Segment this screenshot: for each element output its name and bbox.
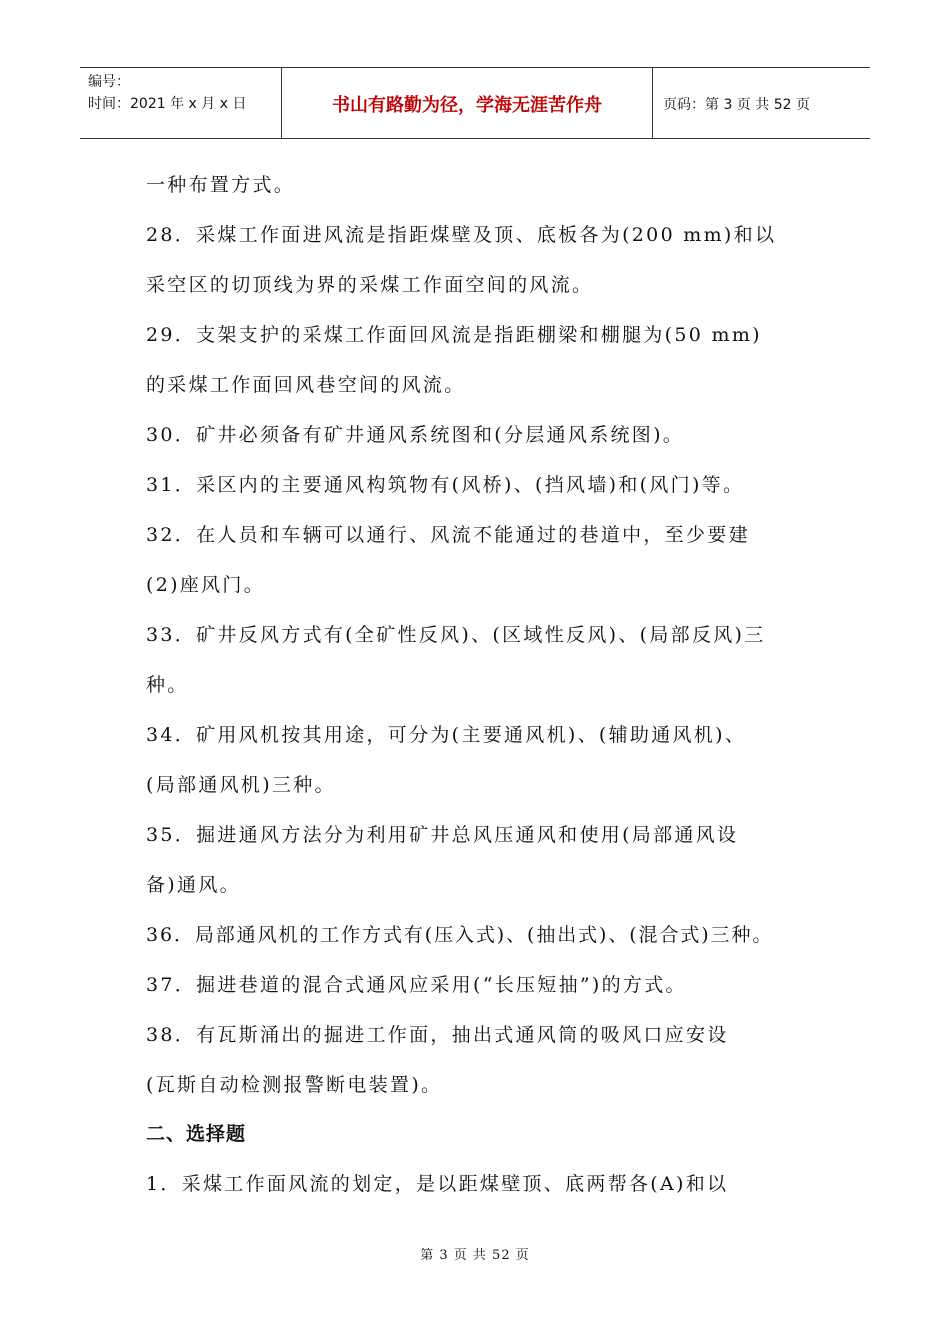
body-line: 备)通风。 bbox=[146, 874, 241, 896]
section-title: 二、选择题 bbox=[146, 1123, 247, 1145]
header-page-info: 页码：第 3 页 共 52 页 bbox=[663, 97, 810, 113]
body-line: 采空区的切顶线为界的采煤工作面空间的风流。 bbox=[146, 274, 594, 296]
body-line: 30．矿井必须备有矿井通风系统图和(分层通风系统图)。 bbox=[146, 424, 685, 446]
body-line: 34．矿用风机按其用途，可分为(主要通风机)、(辅助通风机)、 bbox=[146, 724, 747, 746]
page-footer: 第 3 页 共 52 页 bbox=[420, 1248, 530, 1263]
body-line: 38．有瓦斯涌出的掘进工作面，抽出式通风筒的吸风口应安设 bbox=[146, 1024, 729, 1046]
time-label: 时间：2021 年 x 月 x 日 bbox=[88, 96, 247, 112]
header-motto: 书山有路勤为径，学海无涯苦作舟 bbox=[282, 68, 653, 138]
body-line: 一种布置方式。 bbox=[146, 174, 296, 196]
question-line: 1．采煤工作面风流的划定，是以距煤壁顶、底两帮各(A)和以 bbox=[146, 1173, 729, 1195]
header-meta bbox=[80, 68, 282, 138]
body-line: 29．支架支护的采煤工作面回风流是指距棚梁和棚腿为(50 mm) bbox=[146, 324, 762, 346]
body-line: 37．掘进巷道的混合式通风应采用(“长压短抽”)的方式。 bbox=[146, 974, 687, 996]
body-line: 32．在人员和车辆可以通行、风流不能通过的巷道中，至少要建 bbox=[146, 524, 750, 546]
page-header bbox=[80, 67, 870, 139]
body-line: 36．局部通风机的工作方式有(压入式)、(抽出式)、(混合式)三种。 bbox=[146, 924, 774, 946]
body-line: 种。 bbox=[146, 674, 189, 696]
body-line: 33．矿井反风方式有(全矿性反风)、(区域性反风)、(局部反风)三 bbox=[146, 624, 766, 646]
code-label: 编号： bbox=[88, 74, 130, 90]
body-line: 31．采区内的主要通风构筑物有(风桥)、(挡风墙)和(风门)等。 bbox=[146, 474, 745, 496]
body-line: 35．掘进通风方法分为利用矿井总风压通风和使用(局部通风设 bbox=[146, 824, 739, 846]
body-line: (局部通风机)三种。 bbox=[146, 774, 336, 796]
body-line: (瓦斯自动检测报警断电装置)。 bbox=[146, 1074, 443, 1096]
body-line: 28．采煤工作面进风流是指距煤壁及顶、底板各为(200 mm)和以 bbox=[146, 224, 777, 246]
body-line: 的采煤工作面回风巷空间的风流。 bbox=[146, 374, 466, 396]
body-line: (2)座风门。 bbox=[146, 574, 266, 596]
